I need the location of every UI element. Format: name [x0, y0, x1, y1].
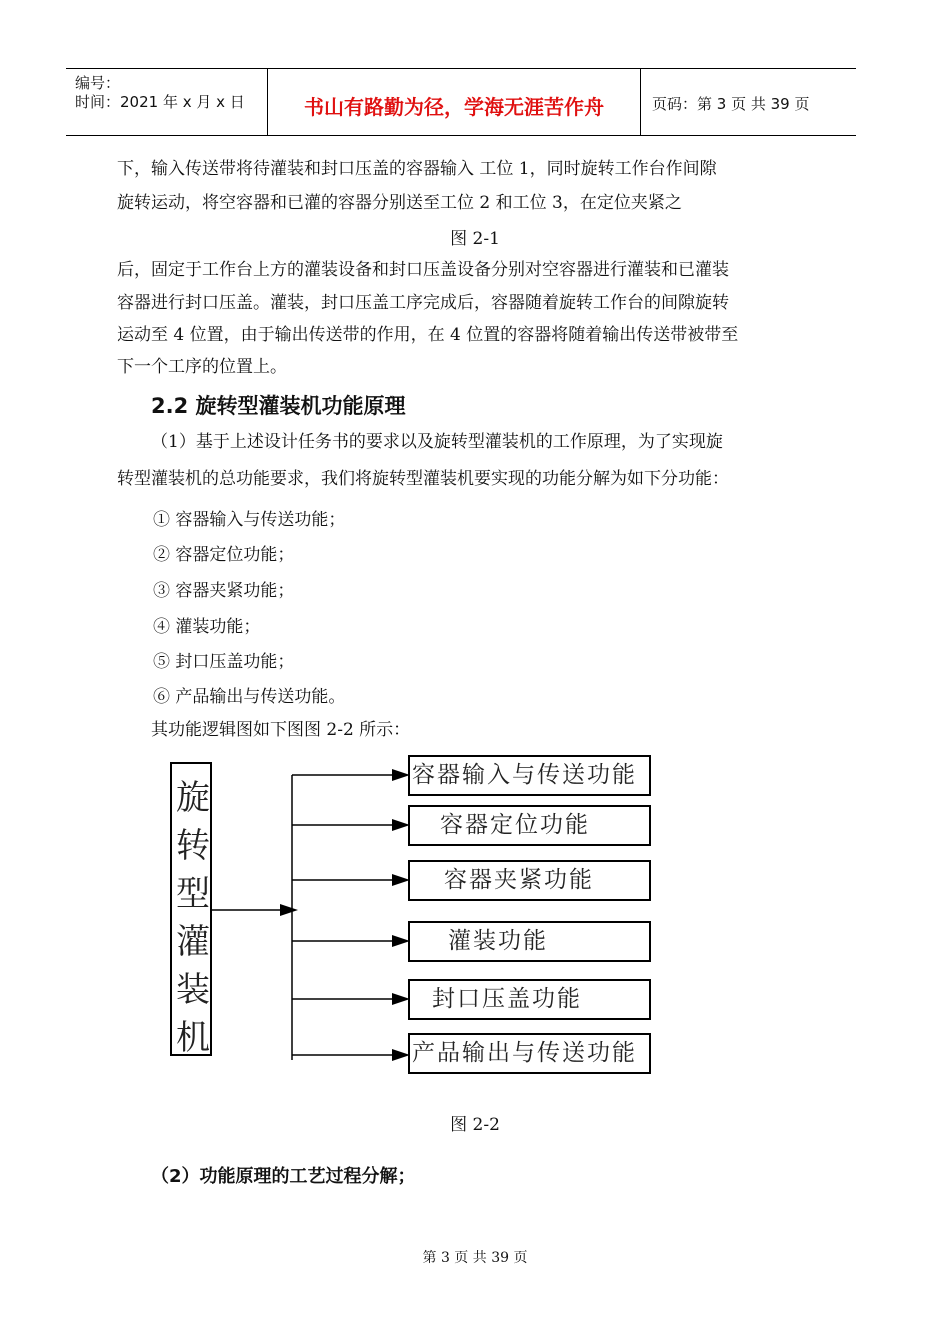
paragraph-line: 旋转运动，将空容器和已灌的容器分别送至工位 2 和工位 3，在定位夹紧之 [117, 193, 682, 213]
paragraph-line: 运动至 4 位置，由于输出传送带的作用，在 4 位置的容器将随着输出传送带被带至 [117, 325, 739, 345]
header-motto: 书山有路勤为径，学海无涯苦作舟 [304, 95, 604, 119]
section-heading: 2.2 旋转型灌装机功能原理 [151, 394, 406, 418]
list-item: ② 容器定位功能； [153, 545, 295, 565]
arrowhead [280, 904, 298, 916]
figure-caption: 图 2-2 [450, 1115, 500, 1135]
header-time-label: 时间：2021 年 x 月 x 日 [75, 93, 245, 111]
main-box-char: 型 [176, 874, 210, 914]
header-code-label: 编号： [75, 74, 121, 92]
list-item: ① 容器输入与传送功能； [153, 510, 346, 530]
subsection-heading: （2）功能原理的工艺过程分解； [151, 1166, 416, 1187]
main-box-char: 机 [176, 1018, 210, 1058]
paragraph-line: 后，固定于工作台上方的灌装设备和封口压盖设备分别对空容器进行灌装和已灌装 [117, 260, 729, 280]
diagram-intro: 其功能逻辑图如下图图 2-2 所示： [151, 720, 411, 740]
paragraph-line: 下，输入传送带将待灌装和封口压盖的容器输入 工位 1，同时旋转工作台作间隙 [117, 159, 717, 179]
main-box-char: 转 [176, 826, 210, 866]
main-box-char: 灌 [176, 922, 210, 962]
paragraph-line: （1）基于上述设计任务书的要求以及旋转型灌装机的工作原理，为了实现旋 [151, 432, 723, 452]
page-footer: 第 3 页 共 39 页 [422, 1250, 528, 1266]
paragraph-line: 下一个工序的位置上。 [117, 357, 287, 377]
list-item: ⑤ 封口压盖功能； [153, 652, 295, 672]
function-box: 容器夹紧功能 [408, 860, 651, 901]
function-box: 灌装功能 [408, 921, 651, 962]
function-box: 封口压盖功能 [408, 979, 651, 1020]
list-item: ⑥ 产品输出与传送功能。 [153, 687, 346, 707]
main-box-char: 旋 [176, 778, 210, 818]
paragraph-line: 转型灌装机的总功能要求，我们将旋转型灌装机要实现的功能分解为如下分功能： [117, 469, 729, 489]
function-box: 产品输出与传送功能 [408, 1033, 651, 1074]
list-item: ④ 灌装功能； [153, 617, 261, 637]
function-box: 容器定位功能 [408, 805, 651, 846]
header-page-info: 页码：第 3 页 共 39 页 [652, 95, 810, 113]
list-item: ③ 容器夹紧功能； [153, 581, 295, 601]
function-box: 容器输入与传送功能 [408, 755, 651, 796]
diagram-main-box [170, 762, 212, 1056]
paragraph-line: 容器进行封口压盖。灌装，封口压盖工序完成后，容器随着旋转工作台的间隙旋转 [117, 293, 729, 313]
figure-caption: 图 2-1 [450, 229, 500, 249]
main-box-char: 装 [176, 970, 210, 1010]
